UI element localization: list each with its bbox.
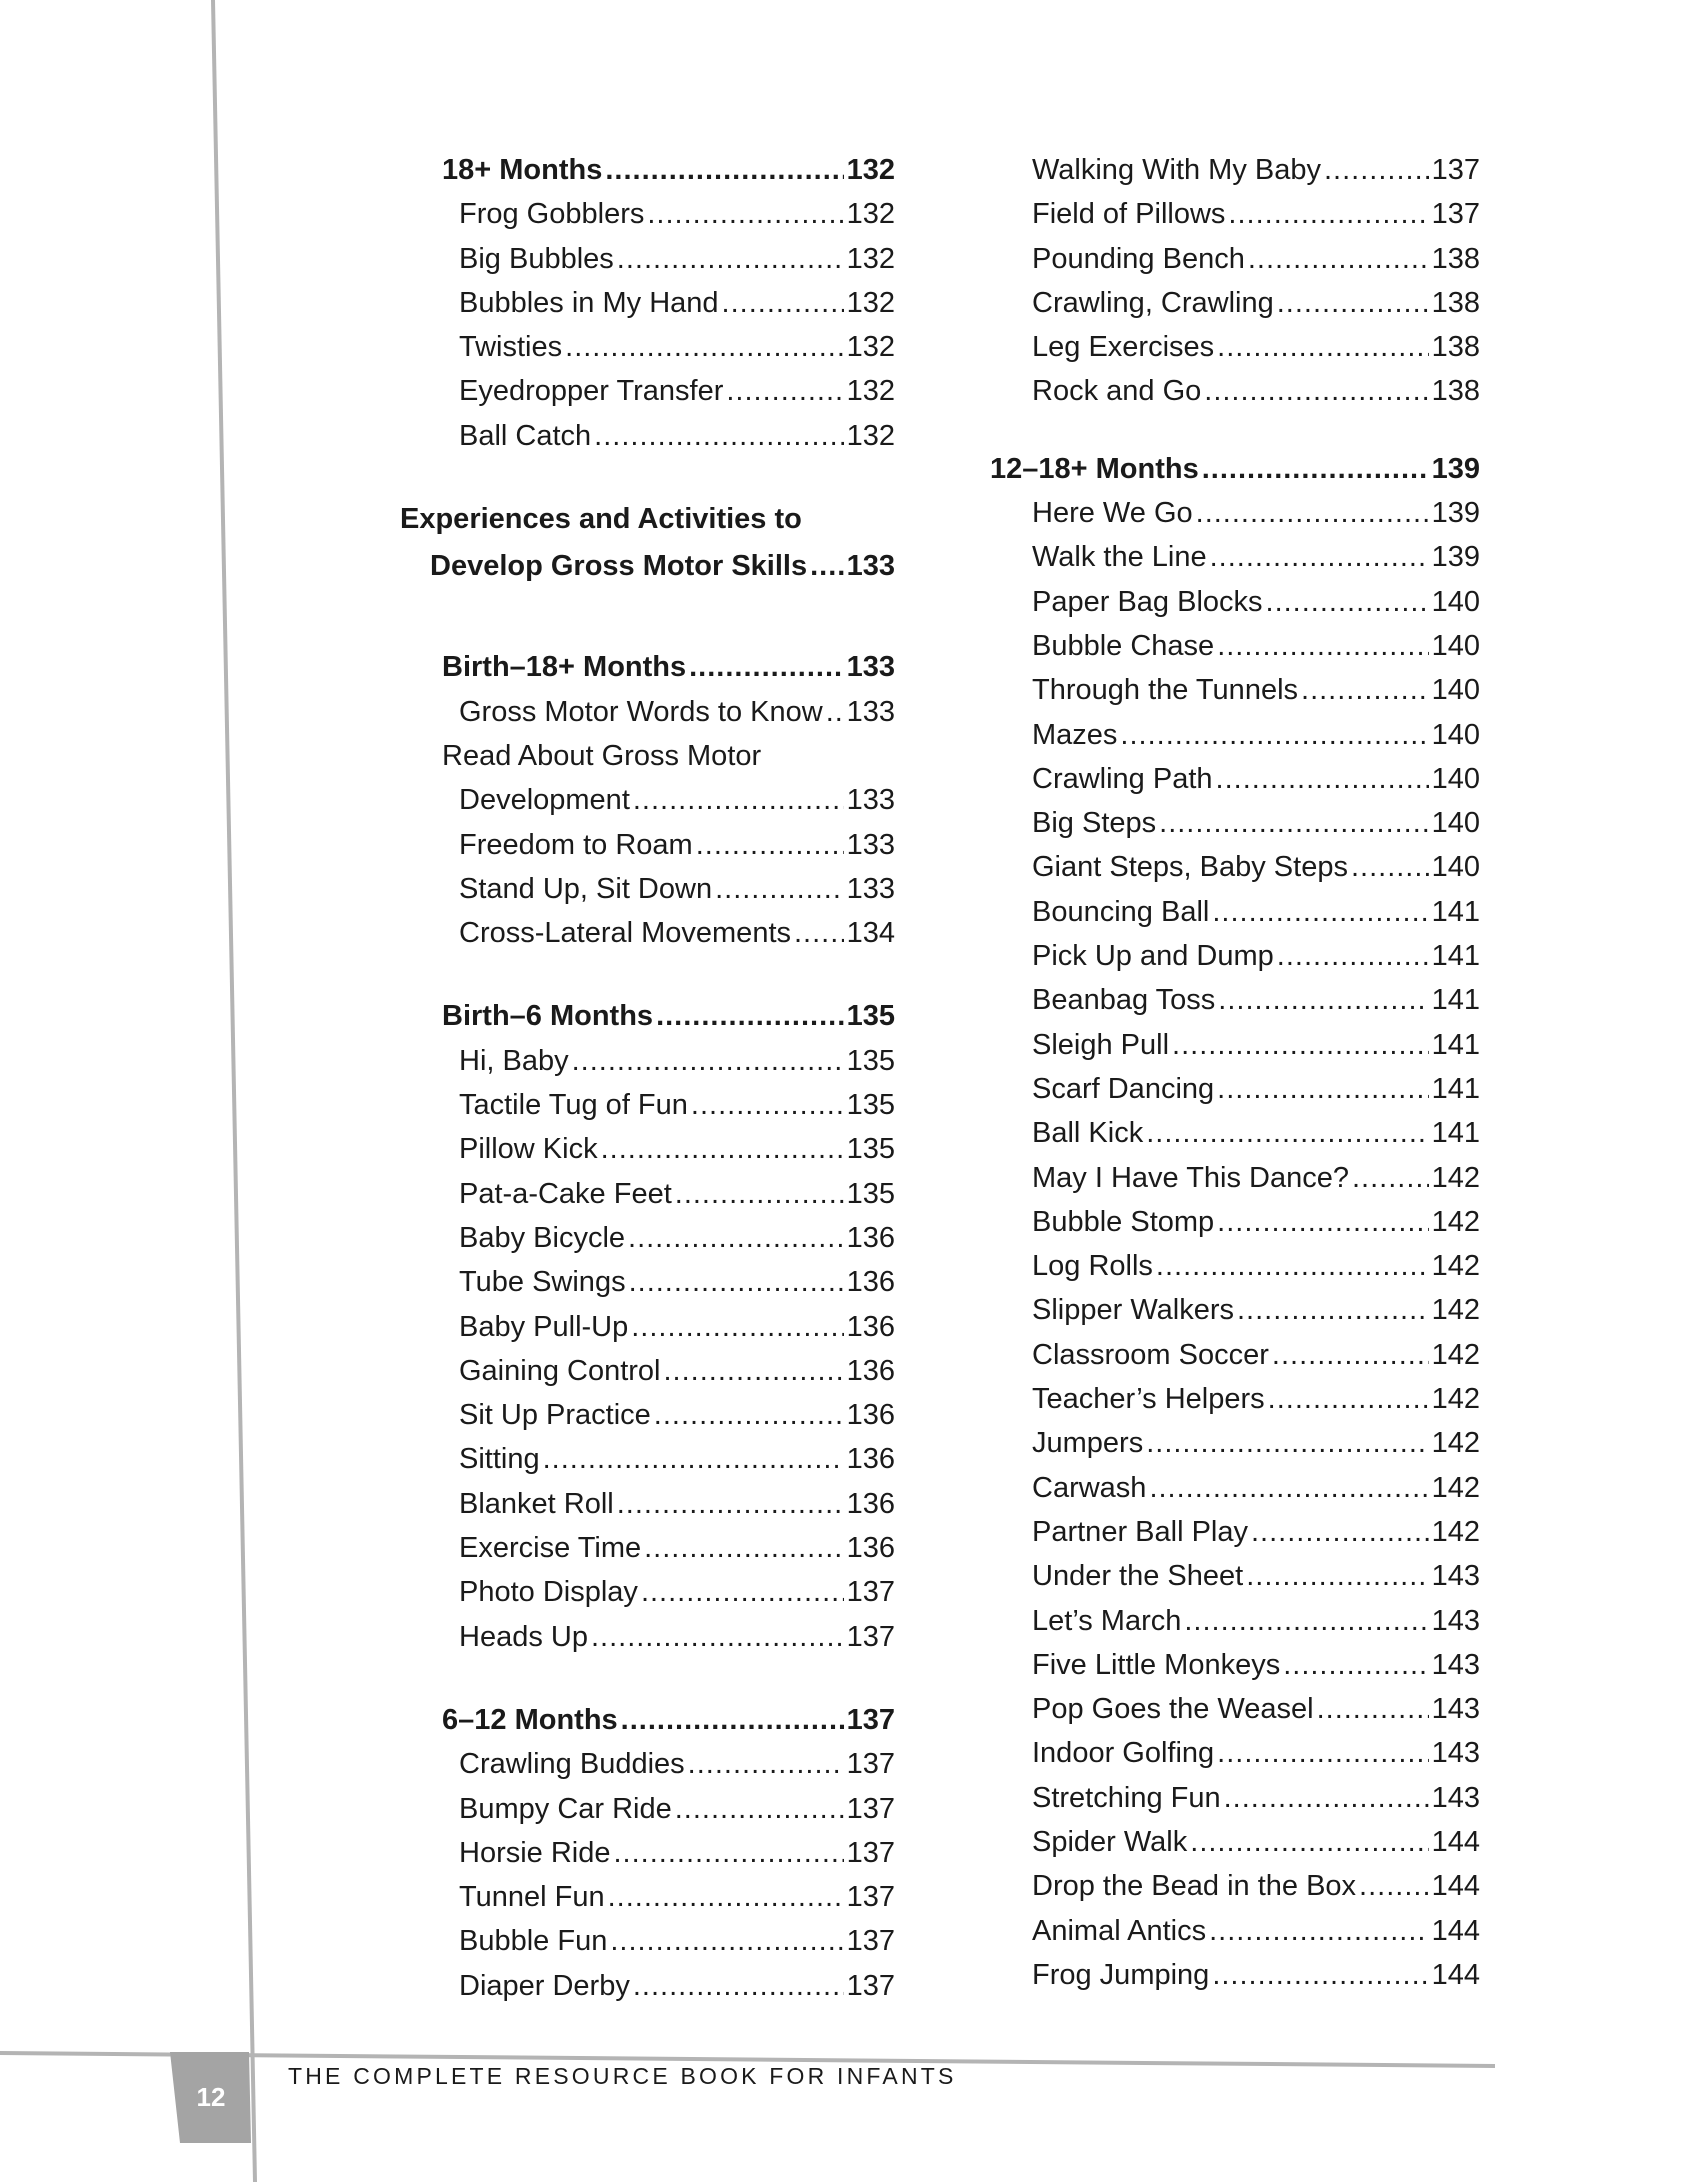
toc-item-title: Freedom to Roam: [459, 828, 693, 861]
toc-item-page: 137: [846, 1925, 895, 1958]
dot-leader: [1251, 1510, 1429, 1554]
toc-item[interactable]: [400, 1349, 895, 1393]
toc-item-title: Stretching Fun: [1032, 1781, 1221, 1814]
toc-item-title: Partner Ball Play: [1032, 1515, 1248, 1548]
toc-item-title: Tunnel Fun: [459, 1881, 605, 1914]
toc-item-page: 142: [1431, 1250, 1480, 1283]
toc-item-title: Crawling, Crawling: [1032, 286, 1274, 319]
toc-item-page: 136: [846, 1399, 895, 1432]
toc-item-page: 142: [1431, 1427, 1480, 1460]
toc-item[interactable]: [990, 624, 1480, 668]
page-number: 12: [196, 2082, 226, 2112]
toc-item[interactable]: [400, 1172, 895, 1216]
toc-item[interactable]: [400, 192, 895, 236]
dot-leader: [1159, 801, 1428, 845]
toc-item[interactable]: [990, 801, 1480, 845]
dot-leader: [726, 369, 843, 413]
dot-leader: [1277, 281, 1429, 325]
toc-list-12-18plus-months: [990, 491, 1480, 1997]
toc-item[interactable]: [400, 1742, 895, 1786]
toc-item[interactable]: [990, 1731, 1480, 1775]
toc-item-title: Ball Kick: [1032, 1117, 1144, 1150]
toc-item-page: 135: [846, 1133, 895, 1166]
toc-item[interactable]: [990, 580, 1480, 624]
toc-item[interactable]: [990, 535, 1480, 579]
dot-leader: [1184, 1599, 1428, 1643]
toc-item[interactable]: [990, 890, 1480, 934]
margin-rule-vertical: [213, 0, 255, 2182]
toc-item[interactable]: [400, 1831, 895, 1875]
toc-item[interactable]: [990, 192, 1480, 236]
dot-leader: [572, 1039, 844, 1083]
toc-item-page: 141: [1431, 1117, 1480, 1150]
dot-leader: [1268, 1377, 1429, 1421]
toc-item-title: Big Steps: [1032, 807, 1157, 840]
toc-section-6-12-months[interactable]: 6–12 Months ..... 137: [400, 1698, 895, 1742]
toc-item-page: 142: [1431, 1383, 1480, 1416]
toc-item-title: Pillow Kick: [459, 1133, 598, 1166]
dot-leader: [1217, 1200, 1428, 1244]
toc-item-page: 141: [1431, 895, 1480, 928]
toc-item-title: Slipper Walkers: [1032, 1294, 1234, 1327]
toc-item-page: 138: [1431, 375, 1480, 408]
dot-leader: [1212, 1953, 1428, 1997]
toc-item-page: 143: [1431, 1648, 1480, 1681]
toc-item-title: Baby Pull-Up: [459, 1310, 629, 1343]
toc-item-page: 136: [846, 1266, 895, 1299]
toc-item-page: 138: [1431, 242, 1480, 275]
dot-leader: [617, 1482, 844, 1526]
toc-item-page: 137: [1431, 198, 1480, 231]
dot-leader: [1217, 1067, 1428, 1111]
toc-item[interactable]: [990, 325, 1480, 369]
dot-leader: [1248, 237, 1429, 281]
dot-leader: [1272, 1333, 1429, 1377]
toc-item-page: 135: [846, 1177, 895, 1210]
toc-item-title: Paper Bag Blocks: [1032, 585, 1263, 618]
toc-item-page: 137: [846, 1748, 895, 1781]
dot-leader: [594, 414, 843, 458]
toc-item-title: Bubble Stomp: [1032, 1205, 1215, 1238]
dot-leader: [633, 1964, 844, 2008]
dot-leader: [1218, 978, 1428, 1022]
toc-item[interactable]: [400, 1526, 895, 1570]
toc-item-title: Bubbles in My Hand: [459, 286, 719, 319]
toc-item[interactable]: [400, 1127, 895, 1171]
toc-item[interactable]: [990, 148, 1480, 192]
dot-leader: [691, 1083, 844, 1127]
toc-item-title: Crawling Buddies: [459, 1748, 685, 1781]
toc-section-birth-6-months[interactable]: Birth–6 Months ..... 135: [400, 994, 895, 1038]
dot-leader: [1217, 624, 1428, 668]
toc-item-page: 140: [1431, 629, 1480, 662]
toc-item-page: 135: [846, 1089, 895, 1122]
toc-item-title: Crawling Path: [1032, 762, 1213, 795]
toc-item-page: 143: [1431, 1737, 1480, 1770]
toc-item-page: 142: [1431, 1161, 1480, 1194]
toc-item-page: 140: [1431, 807, 1480, 840]
toc-item-title: Pounding Bench: [1032, 242, 1245, 275]
toc-item-title: Big Bubbles: [459, 242, 614, 275]
toc-item[interactable]: [990, 1599, 1480, 1643]
toc-item-title: Mazes: [1032, 718, 1118, 751]
toc-item-page: 144: [1431, 1958, 1480, 1991]
toc-item[interactable]: [400, 1216, 895, 1260]
toc-item[interactable]: [990, 1687, 1480, 1731]
toc-item-page: 136: [846, 1487, 895, 1520]
toc-item[interactable]: [400, 1083, 895, 1127]
toc-item-page: 144: [1431, 1825, 1480, 1858]
toc-chapter-gross-motor-line1: Experiences and Activities to: [400, 503, 802, 536]
toc-item-title: Eyedropper Transfer: [459, 375, 724, 408]
dot-leader: [617, 237, 844, 281]
toc-item[interactable]: [400, 1260, 895, 1304]
toc-item[interactable]: [990, 1554, 1480, 1598]
toc-item-page: 136: [846, 1221, 895, 1254]
toc-item[interactable]: [990, 491, 1480, 535]
dot-leader: [794, 911, 844, 955]
dot-leader: [565, 325, 843, 369]
toc-item-page: 137: [846, 1969, 895, 2002]
toc-item[interactable]: [990, 1288, 1480, 1332]
toc-item-title: Walk the Line: [1032, 541, 1207, 574]
toc-item-title: Leg Exercises: [1032, 331, 1215, 364]
toc-item[interactable]: [990, 1156, 1480, 1200]
toc-section-birth-18plus-months[interactable]: Birth–18+ Months ..... 133: [400, 645, 895, 689]
toc-item-title: Frog Jumping: [1032, 1958, 1210, 1991]
toc-item[interactable]: [990, 369, 1480, 413]
toc-item-page: 136: [846, 1532, 895, 1565]
toc-item-page: 142: [1431, 1338, 1480, 1371]
dot-leader: [1217, 325, 1428, 369]
toc-item[interactable]: [990, 713, 1480, 757]
toc-item-title: Field of Pillows: [1032, 198, 1226, 231]
toc-item-title: Bouncing Ball: [1032, 895, 1210, 928]
toc-item-page: 132: [846, 375, 895, 408]
toc-chapter-gross-motor[interactable]: Develop Gross Motor Skills ..... 133: [400, 541, 895, 591]
dot-leader: [1317, 1687, 1429, 1731]
toc-item[interactable]: [400, 1393, 895, 1437]
toc-item-title: Photo Display: [459, 1576, 638, 1609]
toc-item-page: 142: [1431, 1515, 1480, 1548]
toc-item[interactable]: [400, 1875, 895, 1919]
toc-item[interactable]: [400, 1482, 895, 1526]
toc-item-title: Sleigh Pull: [1032, 1028, 1170, 1061]
toc-item-title: Scarf Dancing: [1032, 1072, 1215, 1105]
dot-leader: [628, 1216, 844, 1260]
dot-leader: [688, 1742, 844, 1786]
toc-list-18plus-months: [400, 192, 895, 458]
toc-item[interactable]: [400, 1964, 895, 2008]
toc-item-title: Sit Up Practice: [459, 1399, 651, 1432]
toc-item[interactable]: [990, 1333, 1480, 1377]
dot-leader: [1277, 934, 1429, 978]
dot-leader: [1146, 1421, 1428, 1465]
toc-item-title: Bubble Fun: [459, 1925, 608, 1958]
toc-item[interactable]: [400, 1615, 895, 1659]
toc-item[interactable]: [990, 281, 1480, 325]
toc-item[interactable]: [400, 1570, 895, 1614]
toc-item[interactable]: [990, 1200, 1480, 1244]
dot-leader: [1217, 1731, 1428, 1775]
toc-item-title: Bubble Chase: [1032, 629, 1215, 662]
toc-item[interactable]: [990, 1111, 1480, 1155]
dot-leader: [1283, 1643, 1428, 1687]
dot-leader: [1237, 1288, 1429, 1332]
toc-item-title: Frog Gobblers: [459, 198, 645, 231]
dot-leader: [722, 281, 844, 325]
toc-item-title: Spider Walk: [1032, 1825, 1188, 1858]
toc-item[interactable]: [990, 1909, 1480, 1953]
toc-item-page: 132: [846, 419, 895, 452]
toc-item-title: Giant Steps, Baby Steps: [1032, 851, 1348, 884]
toc-item-title: Under the Sheet: [1032, 1560, 1244, 1593]
dot-leader: [614, 1831, 844, 1875]
toc-item[interactable]: [990, 1510, 1480, 1554]
toc-item-page: 134: [846, 917, 895, 950]
dot-leader: [1204, 369, 1428, 413]
dot-leader: [1146, 1111, 1428, 1155]
toc-item[interactable]: [990, 668, 1480, 712]
toc-item-title: Cross-Lateral Movements: [459, 917, 791, 950]
toc-item-title: Pat-a-Cake Feet: [459, 1177, 672, 1210]
toc-item[interactable]: [990, 1820, 1480, 1864]
toc-item-page: 139: [1431, 497, 1480, 530]
toc-item-page: 137: [846, 1792, 895, 1825]
toc-item-title: Bumpy Car Ride: [459, 1792, 672, 1825]
toc-item[interactable]: [400, 1787, 895, 1831]
toc-item[interactable]: [990, 845, 1480, 889]
toc-item-title: Heads Up: [459, 1620, 588, 1653]
dot-leader: [629, 1260, 844, 1304]
toc-item-title: Beanbag Toss: [1032, 984, 1216, 1017]
dot-leader: [715, 867, 844, 911]
toc-item-page: 142: [1431, 1471, 1480, 1504]
toc-item[interactable]: [990, 934, 1480, 978]
toc-item[interactable]: [400, 1919, 895, 1963]
toc-item-title: Exercise Time: [459, 1532, 642, 1565]
dot-leader: [591, 1615, 844, 1659]
toc-item-page: 140: [1431, 851, 1480, 884]
toc-item-page: 136: [846, 1354, 895, 1387]
dot-leader: [1209, 1909, 1429, 1953]
toc-item-title: Tactile Tug of Fun: [459, 1089, 688, 1122]
toc-item-page: 135: [846, 1044, 895, 1077]
toc-item-title: Carwash: [1032, 1471, 1147, 1504]
toc-item[interactable]: [990, 237, 1480, 281]
toc-item[interactable]: [990, 1643, 1480, 1687]
toc-list-birth-6-months: [400, 1039, 895, 1659]
toc-item-page: 133: [846, 872, 895, 905]
dot-leader: [1324, 148, 1429, 192]
toc-item-title: Diaper Derby: [459, 1969, 630, 2002]
toc-item[interactable]: [990, 1953, 1480, 1997]
dot-leader: [1266, 580, 1429, 624]
toc-item[interactable]: [990, 1776, 1480, 1820]
toc-item-title: Animal Antics: [1032, 1914, 1207, 1947]
dot-leader: [1190, 1820, 1428, 1864]
toc-item[interactable]: [990, 1244, 1480, 1288]
toc-item[interactable]: [400, 281, 895, 325]
toc-item-title: Here We Go: [1032, 497, 1193, 530]
toc-item[interactable]: [400, 325, 895, 369]
toc-item-page: 132: [846, 331, 895, 364]
toc-section-12-18plus-months[interactable]: 12–18+ Months ..... 139: [990, 447, 1480, 491]
toc-item[interactable]: [990, 978, 1480, 1022]
toc-item-page: 141: [1431, 940, 1480, 973]
dot-leader: [1301, 668, 1429, 712]
toc-item-page: 136: [846, 1310, 895, 1343]
toc-item[interactable]: [990, 1864, 1480, 1908]
toc-item-page: 143: [1431, 1604, 1480, 1637]
dot-leader: [631, 1305, 843, 1349]
toc-item-read-about-line1: Read About Gross Motor: [442, 739, 762, 772]
toc-item-title: May I Have This Dance?: [1032, 1161, 1349, 1194]
toc-item-title: Pop Goes the Weasel: [1032, 1693, 1314, 1726]
toc-item[interactable]: [400, 237, 895, 281]
toc-item-page: 143: [1431, 1781, 1480, 1814]
toc-item-title: Blanket Roll: [459, 1487, 614, 1520]
toc-item-title: Five Little Monkeys: [1032, 1648, 1281, 1681]
toc-item-title: Tube Swings: [459, 1266, 626, 1299]
dot-leader: [641, 1570, 844, 1614]
toc-item-page: 139: [1431, 541, 1480, 574]
toc-item-title: Gaining Control: [459, 1354, 661, 1387]
toc-item[interactable]: [990, 1421, 1480, 1465]
dot-leader: [1149, 1466, 1428, 1510]
toc-item-page: 133: [846, 828, 895, 861]
dot-leader: [1352, 1156, 1429, 1200]
toc-item[interactable]: [990, 757, 1480, 801]
toc-item-page: 140: [1431, 718, 1480, 751]
toc-section-18plus-months[interactable]: 18+ Months ..... 132: [400, 148, 895, 192]
toc-item-page: 143: [1431, 1560, 1480, 1593]
dot-leader: [1216, 757, 1429, 801]
dot-leader: [1196, 491, 1429, 535]
toc-item-page: 137: [846, 1576, 895, 1609]
dot-leader: [608, 1875, 844, 1919]
toc-item[interactable]: [400, 1305, 895, 1349]
toc-item-title: Jumpers: [1032, 1427, 1144, 1460]
toc-item-page: 142: [1431, 1205, 1480, 1238]
toc-item-title: Drop the Bead in the Box: [1032, 1870, 1357, 1903]
toc-item[interactable]: [400, 1437, 895, 1481]
toc-item-page: 132: [846, 198, 895, 231]
toc-item-page: 144: [1431, 1870, 1480, 1903]
toc-item-title: Log Rolls: [1032, 1250, 1153, 1283]
toc-item-page: 143: [1431, 1693, 1480, 1726]
dot-leader: [1210, 535, 1429, 579]
toc-item-page: 142: [1431, 1294, 1480, 1327]
dot-leader: [696, 823, 844, 867]
toc-list-6-12-months-continued: [990, 148, 1480, 414]
toc-item-title: Through the Tunnels: [1032, 674, 1299, 707]
dot-leader: [1172, 1023, 1429, 1067]
toc-item-page: 141: [1431, 1028, 1480, 1061]
toc-item-title: Hi, Baby: [459, 1044, 569, 1077]
dot-leader: [1156, 1244, 1429, 1288]
toc-item-page: 138: [1431, 331, 1480, 364]
toc-item[interactable]: [990, 1466, 1480, 1510]
toc-left-column: [400, 148, 895, 2008]
toc-item-title: Sitting: [459, 1443, 540, 1476]
toc-item[interactable]: [990, 1023, 1480, 1067]
toc-item-title: Indoor Golfing: [1032, 1737, 1215, 1770]
dot-leader: [543, 1437, 844, 1481]
dot-leader: [601, 1127, 844, 1171]
toc-item-title: Classroom Soccer: [1032, 1338, 1269, 1371]
toc-item-title: Let’s March: [1032, 1604, 1182, 1637]
dot-leader: [647, 192, 843, 236]
toc-item-page: 140: [1431, 674, 1480, 707]
dot-leader: [1224, 1776, 1429, 1820]
toc-item-title: Horsie Ride: [459, 1836, 611, 1869]
dot-leader: [1351, 845, 1429, 889]
toc-item-read-about[interactable]: Development ..... 133: [400, 778, 895, 822]
toc-item[interactable]: [400, 369, 895, 413]
toc-item[interactable]: [400, 1039, 895, 1083]
toc-right-column: [990, 148, 1480, 1997]
dot-leader: [675, 1787, 844, 1831]
toc-item-title: Twisties: [459, 331, 563, 364]
toc-item-page: 137: [846, 1836, 895, 1869]
toc-item-title: Baby Bicycle: [459, 1221, 626, 1254]
toc-item-title: Teacher’s Helpers: [1032, 1383, 1265, 1416]
toc-item-page: 137: [1431, 154, 1480, 186]
toc-item[interactable]: [990, 1377, 1480, 1421]
toc-item[interactable]: Gross Motor Words to Know ..... 133: [400, 690, 895, 734]
dot-leader: [1246, 1554, 1428, 1598]
dot-leader: [644, 1526, 844, 1570]
toc-item-page: 141: [1431, 1072, 1480, 1105]
toc-item[interactable]: [400, 867, 895, 911]
toc-item-title: Rock and Go: [1032, 375, 1202, 408]
dot-leader: [1359, 1864, 1429, 1908]
toc-list-birth-18plus-months: [400, 823, 895, 956]
toc-item-title: Stand Up, Sit Down: [459, 872, 713, 905]
toc-item[interactable]: [400, 823, 895, 867]
dot-leader: [610, 1919, 843, 1963]
toc-item[interactable]: [400, 414, 895, 458]
toc-item-page: 137: [846, 1881, 895, 1914]
toc-list-6-12-months: [400, 1742, 895, 2008]
toc-item[interactable]: [400, 911, 895, 955]
toc-item[interactable]: [990, 1067, 1480, 1111]
toc-item-page: 138: [1431, 286, 1480, 319]
toc-item-page: 136: [846, 1443, 895, 1476]
toc-item-title: Walking With My Baby: [1032, 154, 1321, 186]
dot-leader: [1228, 192, 1428, 236]
dot-leader: [654, 1393, 844, 1437]
toc-item-page: 140: [1431, 585, 1480, 618]
dot-leader: [1212, 890, 1428, 934]
dot-leader: [664, 1349, 844, 1393]
toc-item-page: 144: [1431, 1914, 1480, 1947]
toc-item-page: 137: [846, 1620, 895, 1653]
toc-item-title: Ball Catch: [459, 419, 592, 452]
dot-leader: [1120, 713, 1428, 757]
toc-item-page: 132: [846, 242, 895, 275]
dot-leader: [675, 1172, 844, 1216]
toc-item-page: 141: [1431, 984, 1480, 1017]
toc-item-page: 140: [1431, 762, 1480, 795]
footer-book-title: THE COMPLETE RESOURCE BOOK FOR INFANTS: [288, 2063, 957, 2089]
toc-item-page: 132: [846, 286, 895, 319]
toc-item-title: Pick Up and Dump: [1032, 940, 1274, 973]
